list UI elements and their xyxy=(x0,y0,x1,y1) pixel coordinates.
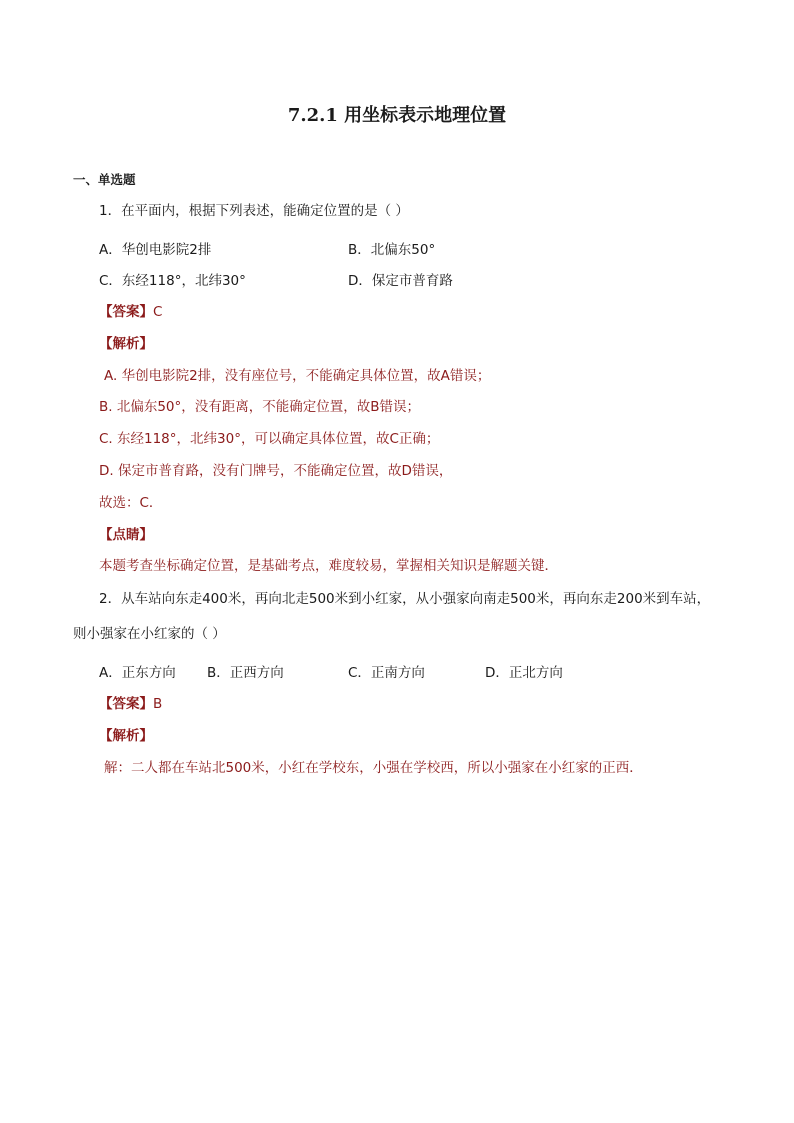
q1-comment-text: 本题考查坐标确定位置，是基础考点，难度较易，掌握相关知识是解题关键． xyxy=(99,558,558,574)
q2-option-a: A．正东方向 xyxy=(99,665,176,681)
answer-value: C xyxy=(153,304,163,320)
q2-analysis-label: 【解析】 xyxy=(99,728,153,744)
question-1-stem: 1．在平面内，根据下列表述，能确定位置的是（ ） xyxy=(99,203,409,219)
q1-analysis-line-b: B. 北偏东50°，没有距离，不能确定位置，故B错误； xyxy=(99,399,421,415)
q1-conclusion: 故选：C． xyxy=(99,495,163,511)
q1-option-c: C．东经118°，北纬30° xyxy=(99,273,246,289)
answer-value: B xyxy=(153,696,163,712)
section-heading: 一、单选题 xyxy=(73,172,136,187)
q1-comment-label: 【点睛】 xyxy=(99,527,153,543)
q1-option-b: B．北偏东50° xyxy=(348,242,436,258)
q2-analysis-text: 解：二人都在车站北500米，小红在学校东，小强在学校西，所以小强家在小红家的正西． xyxy=(104,760,643,776)
q1-analysis-label: 【解析】 xyxy=(99,336,153,352)
question-2-stem-line2: 则小强家在小红家的（ ） xyxy=(73,626,226,642)
q1-option-d: D．保定市普育路 xyxy=(348,273,453,289)
q1-answer xyxy=(99,303,162,321)
page-title: 7.2.1 用坐标表示地理位置 xyxy=(287,105,507,126)
q1-analysis-line-c: C. 东经118°，北纬30°，可以确定具体位置，故C正确； xyxy=(99,431,440,447)
q2-option-c: C．正南方向 xyxy=(348,665,425,681)
q1-analysis-line-a: A. 华创电影院2排，没有座位号，不能确定具体位置，故A错误； xyxy=(104,368,491,384)
q1-option-a: A．华创电影院2排 xyxy=(99,242,212,258)
q1-analysis-line-d: D. 保定市普育路，没有门牌号，不能确定位置，故D错误， xyxy=(99,463,453,479)
q2-option-b: B．正西方向 xyxy=(207,665,284,681)
answer-label: 【答案】 xyxy=(99,696,153,712)
answer-label: 【答案】 xyxy=(99,304,153,320)
q2-answer xyxy=(99,695,162,713)
question-2-stem-line1: 2．从车站向东走400米，再向北走500米到小红家，从小强家向南走500米，再向东走200米到车站， xyxy=(99,591,711,607)
q2-option-d: D．正北方向 xyxy=(485,665,563,681)
